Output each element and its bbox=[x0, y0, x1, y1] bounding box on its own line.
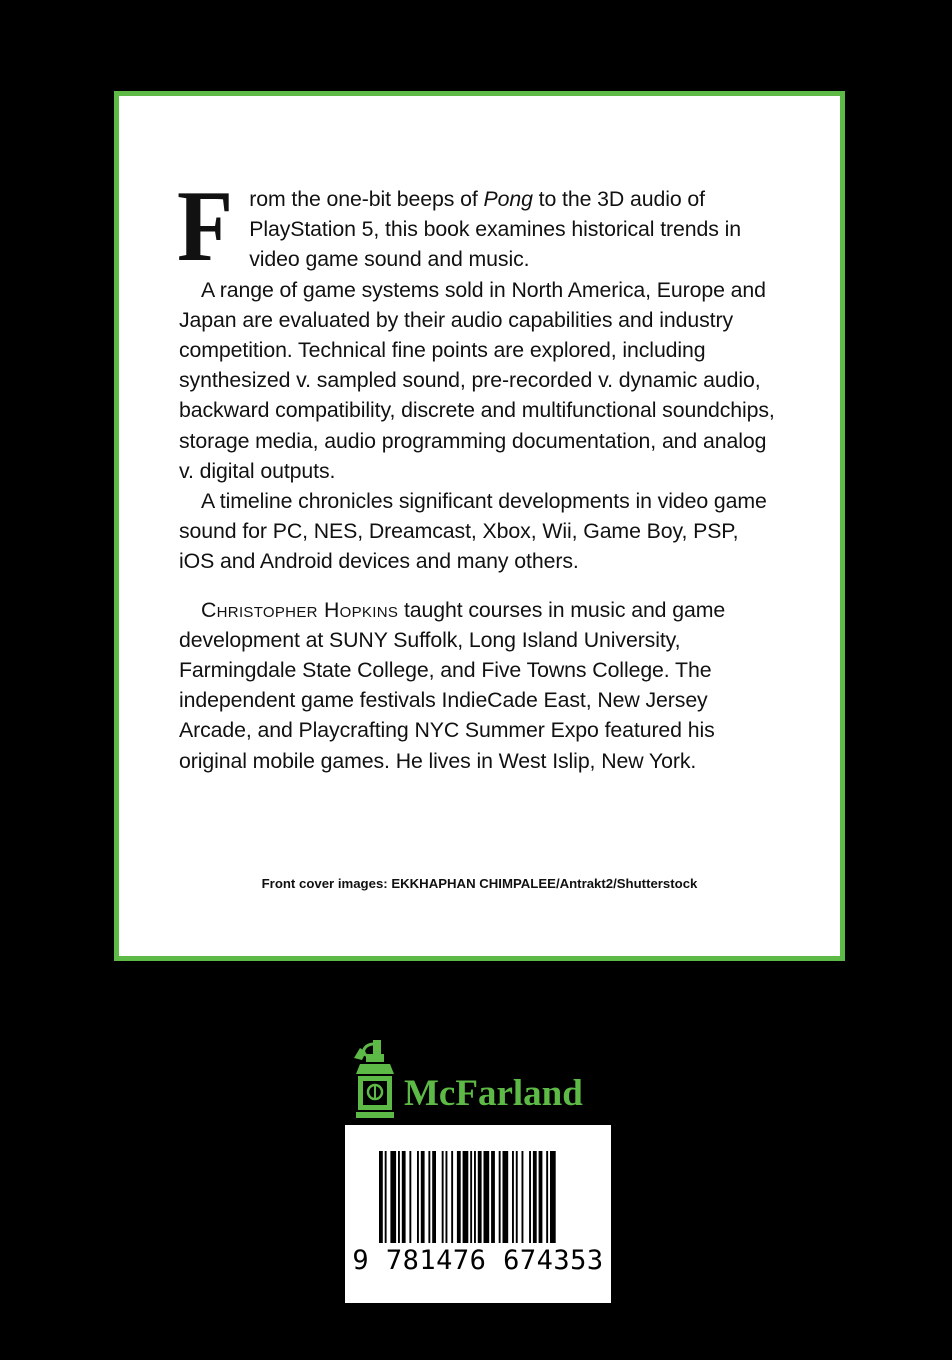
barcode-bar bbox=[546, 1151, 548, 1243]
barcode-bar bbox=[398, 1151, 400, 1243]
blurb-text: to the 3D audio of PlayStation 5, this book examines historical trends in video game sound and music. bbox=[249, 187, 741, 272]
barcode-bar bbox=[499, 1151, 501, 1243]
barcode-bar bbox=[409, 1151, 411, 1243]
barcode-bar bbox=[451, 1151, 453, 1243]
image-credit: Front cover images: EKKHAPHAN CHIMPALEE/Antrakt2/Shutterstock bbox=[261, 876, 698, 891]
author-bio-text: taught courses in music and game development at SUNY Suffolk, Long Island University, Farmingdale State College, and Five Towns College. The independent game festivals IndieCade East, New Jersey Arcade, and Playcrafting NYC Summer Expo featured his original mobile games. He lives in West Islip, New York. bbox=[179, 597, 726, 773]
blurb-paragraph-1 bbox=[177, 170, 779, 283]
blurb-paragraph-2: A range of game systems sold in North America, Europe and Japan are evaluated by their audio capabilities and industry competition. Technical fine points are explored, including synthesized v. sampled sound, pre-recorded v. dynamic audio, backward compatibility, discrete and multifunctional soundchips, storage media, audio programming documentation, and analog v. digital outputs. bbox=[179, 277, 775, 483]
barcode-bar bbox=[402, 1151, 406, 1243]
blurb-text: rom the one-bit beeps of bbox=[249, 187, 484, 211]
barcode-bar bbox=[428, 1151, 430, 1243]
isbn-number: 9 781476 674353 bbox=[352, 1245, 604, 1276]
barcode-bar bbox=[484, 1151, 490, 1243]
blurb-paragraph-3: A timeline chronicles significant developments in video game sound for PC, NES, Dreamcast, Xbox, Wii, Game Boy, PSP, iOS and Android devices and many others. bbox=[179, 489, 767, 574]
barcode-bar bbox=[474, 1151, 476, 1243]
book-blurb bbox=[177, 170, 779, 776]
barcode-bar bbox=[516, 1151, 518, 1243]
barcode-bar bbox=[432, 1151, 436, 1243]
barcode-bar bbox=[379, 1151, 383, 1243]
barcode-bar bbox=[503, 1151, 509, 1243]
barcode-bars bbox=[379, 1151, 577, 1243]
barcode-bar bbox=[457, 1151, 461, 1243]
author-name: Christopher Hopkins bbox=[201, 597, 399, 622]
barcode-bar bbox=[442, 1151, 444, 1243]
barcode-bar bbox=[421, 1151, 425, 1243]
publisher-logo bbox=[346, 1034, 616, 1124]
barcode bbox=[345, 1125, 611, 1303]
barcode-bar bbox=[446, 1151, 448, 1243]
barcode-bar bbox=[385, 1151, 387, 1243]
game-title-italic: Pong bbox=[483, 187, 533, 211]
barcode-bar bbox=[463, 1151, 469, 1243]
barcode-bar bbox=[478, 1151, 482, 1243]
barcode-bar bbox=[491, 1151, 495, 1243]
barcode-bar bbox=[512, 1151, 514, 1243]
barcode-bar bbox=[550, 1151, 556, 1243]
back-cover-panel bbox=[114, 91, 845, 961]
lantern-icon bbox=[346, 1034, 406, 1124]
barcode-bar bbox=[529, 1151, 531, 1243]
author-bio bbox=[179, 595, 779, 776]
barcode-bar bbox=[470, 1151, 472, 1243]
barcode-bar bbox=[533, 1151, 537, 1243]
barcode-bar bbox=[539, 1151, 543, 1243]
barcode-bar bbox=[417, 1151, 419, 1243]
barcode-bar bbox=[390, 1151, 396, 1243]
barcode-bar bbox=[522, 1151, 524, 1243]
publisher-name: McFarland bbox=[404, 1073, 583, 1114]
drop-cap: F bbox=[177, 170, 233, 283]
